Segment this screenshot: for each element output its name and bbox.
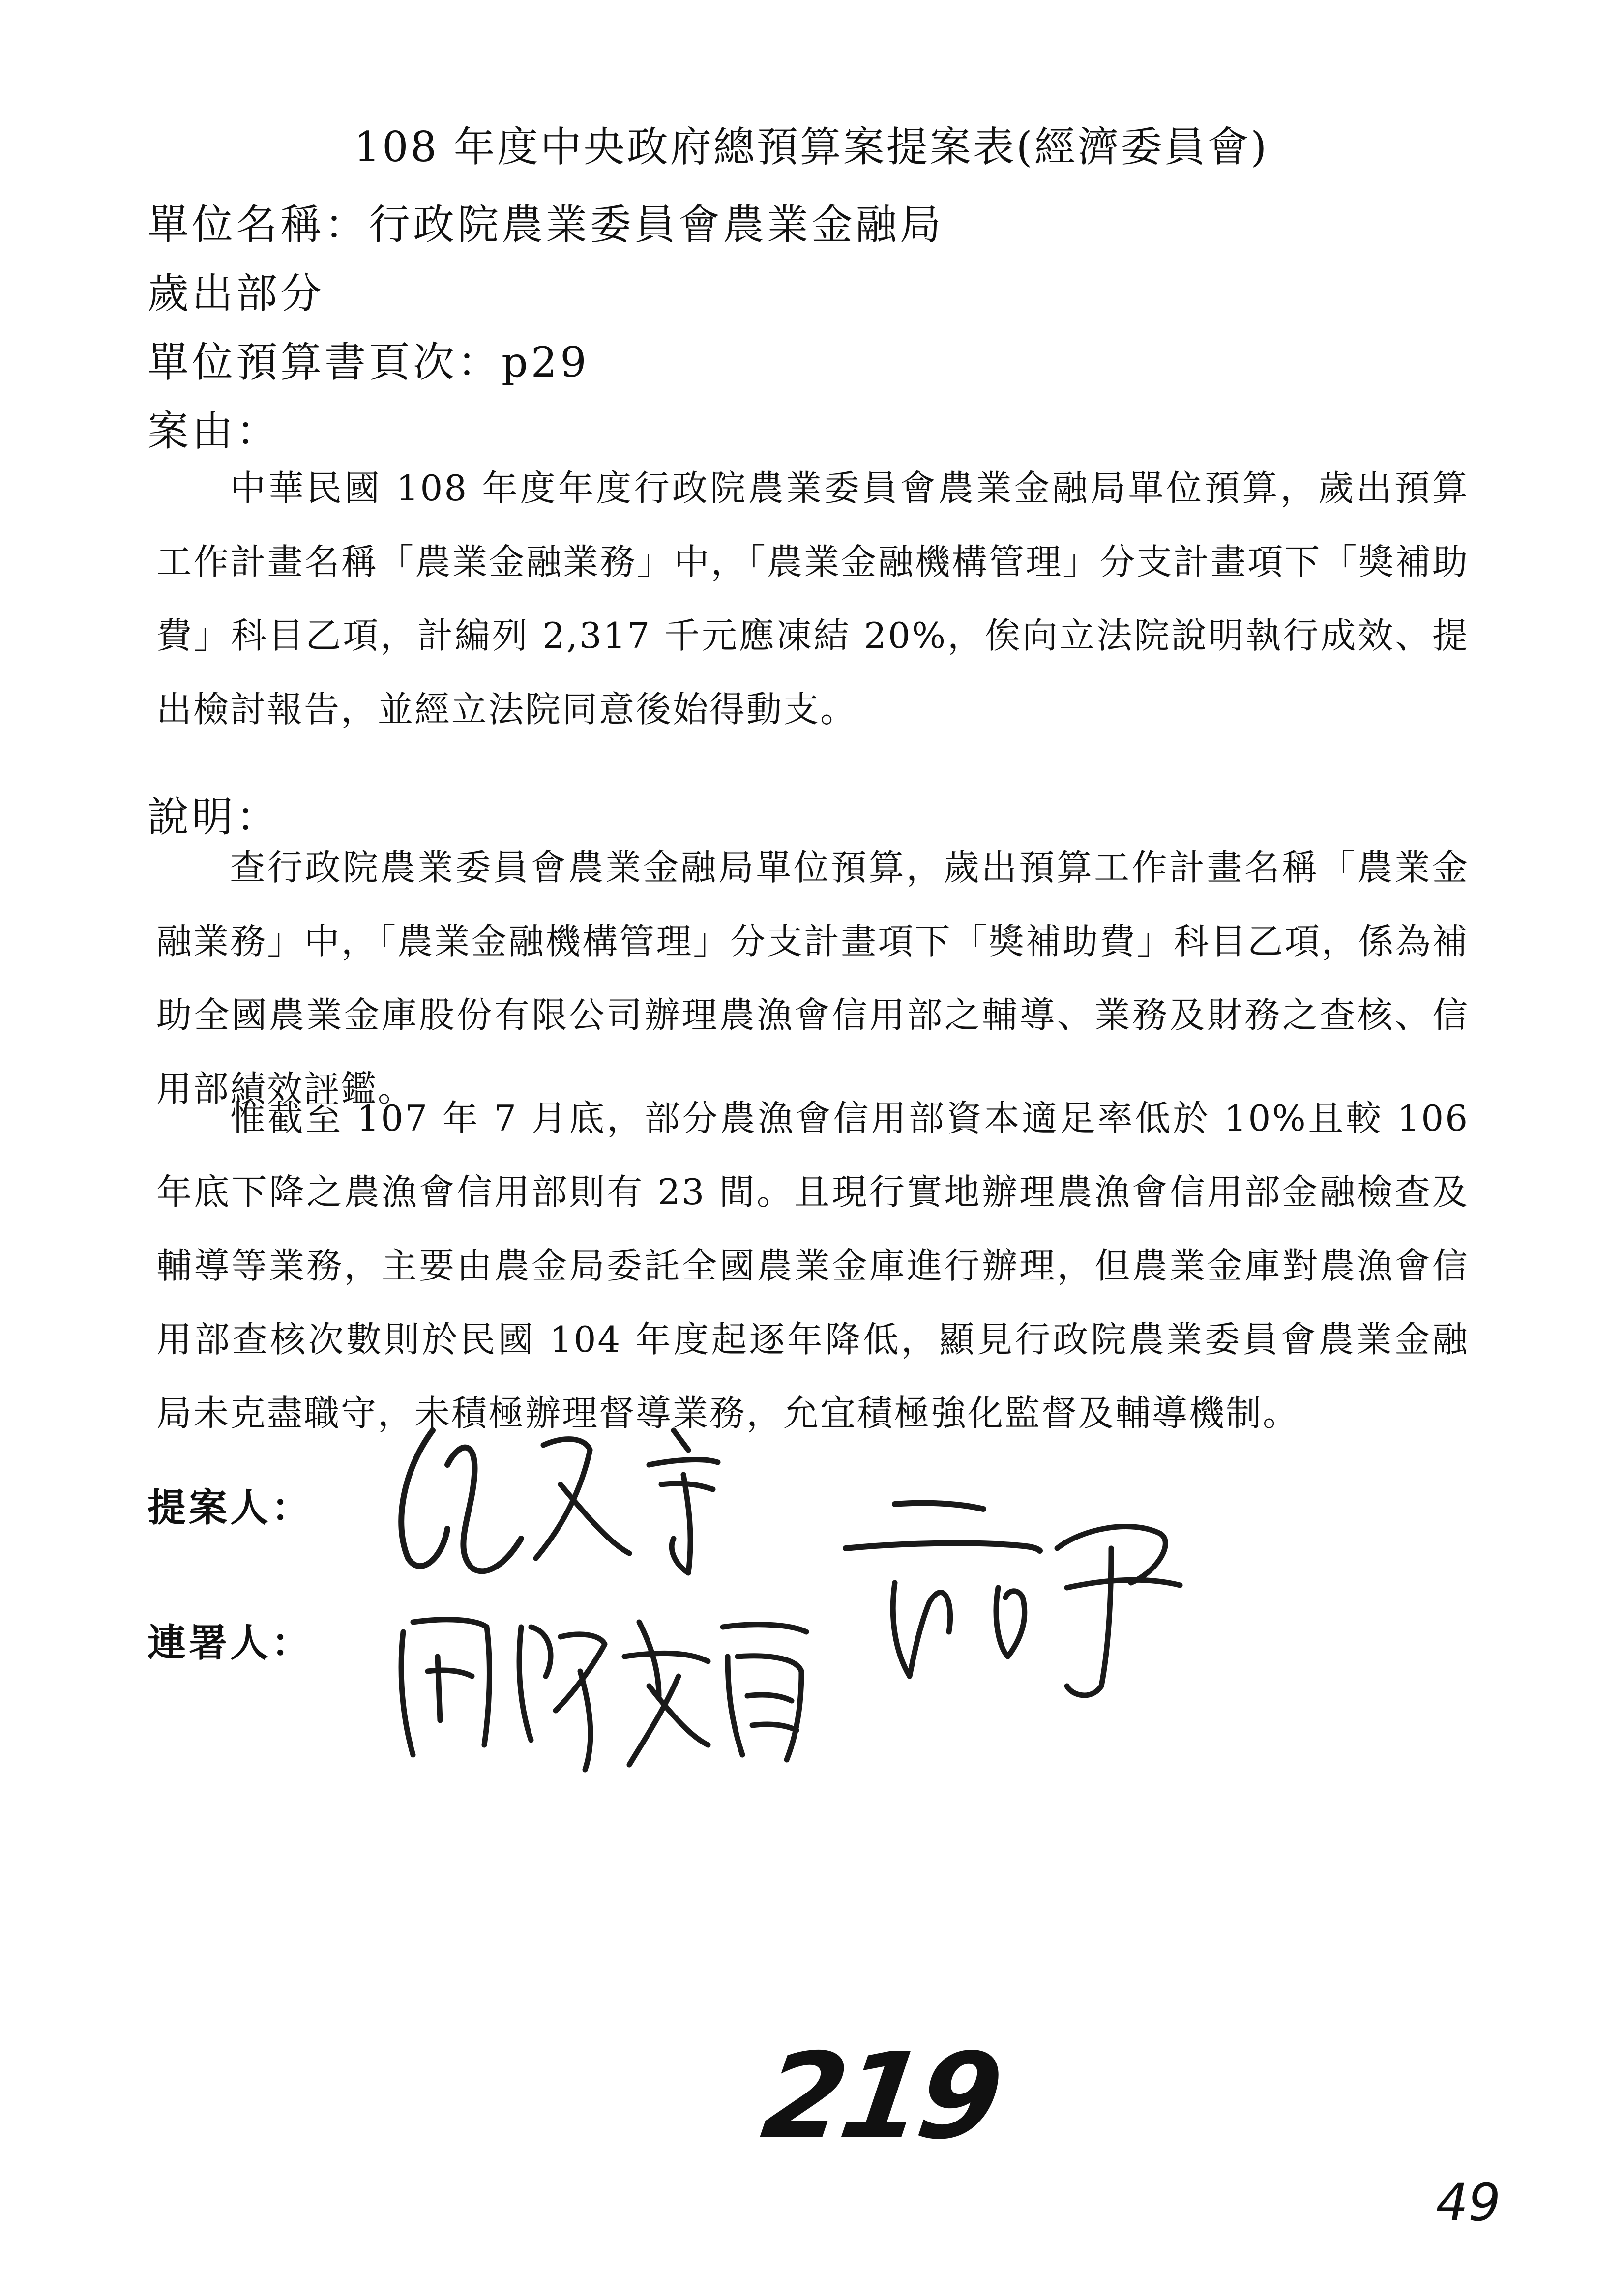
case-heading: 案由： xyxy=(148,407,281,455)
cosigner-signature xyxy=(384,1598,826,1784)
budget-page-reference: 單位預算書頁次：p29 xyxy=(148,338,590,386)
document-title: 108 年度中央政府總預算案提案表(經濟委員會) xyxy=(354,123,1269,171)
proposer-label: 提案人： xyxy=(148,1485,313,1530)
explanation-text-2: 惟截至 107 年 7 月底，部分農漁會信用部資本適足率低於 10%且較 106 年底下降之農漁會信用部則有 23 間。且現行實地辦理農漁會信用部金融檢查及輔導等業務，主要由農金局委託全國農業金庫進行辦理，但農業金庫對農漁會信用部查核次數則於民國 104 年度起逐年降低，顯見行政院農業委員會農業金融局未克盡職守，未積極辦理督導業務，允宜積極強化監督及輔導機制。 xyxy=(156,1098,1469,1434)
cosigner-label: 連署人： xyxy=(148,1621,313,1665)
cosigner-signature-right xyxy=(836,1489,1219,1720)
handwritten-page-number: 219 xyxy=(755,2028,1006,2165)
explanation-paragraph-2 xyxy=(156,1081,1469,1450)
section-label: 歲出部分 xyxy=(148,269,325,318)
explanation-heading: 說明： xyxy=(148,793,281,841)
explanation-text-1: 查行政院農業委員會農業金融局單位預算，歲出預算工作計畫名稱「農業金融業務」中，「農業金融機構管理」分支計畫項下「獎補助費」科目乙項，係為補助全國農業金庫股份有限公司辦理農漁會信用部之輔導、業務及財務之查核、信用部績效評鑑。 xyxy=(156,847,1469,1109)
corner-page-number: 49 xyxy=(1436,2173,1501,2233)
unit-name: 單位名稱：行政院農業委員會農業金融局 xyxy=(148,201,945,249)
case-text: 中華民國 108 年度年度行政院農業委員會農業金融局單位預算，歲出預算工作計畫名稱「農業金融業務」中，「農業金融機構管理」分支計畫項下「獎補助費」科目乙項，計編列 2,317 千元應凍結 20%，俟向立法院說明執行成效、提出檢討報告，並經立法院同意後始得動支。 xyxy=(156,467,1469,730)
case-paragraph xyxy=(156,451,1469,746)
proposer-signature xyxy=(374,1411,826,1588)
